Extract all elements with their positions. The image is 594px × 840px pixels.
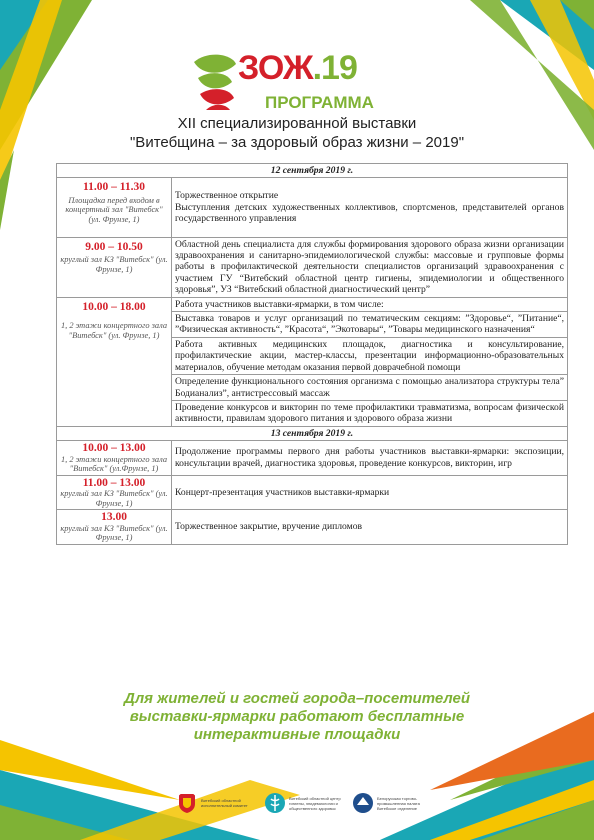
- session-cell: [57, 441, 172, 476]
- table-row: [57, 237, 568, 297]
- subtitle-line-1: XII специализированной выставки: [177, 115, 417, 132]
- bottom-note-line: выставки-ярмарки работают бесплатные: [129, 708, 465, 725]
- logo-year: .19: [312, 49, 357, 87]
- coat-of-arms-icon: [176, 792, 198, 814]
- session-time: 9.00 – 10.50: [85, 240, 143, 253]
- table-row: [57, 441, 568, 476]
- session-location: Площадка перед входом в концертный зал "Витебск" (ул. Фрунзе, 1): [65, 195, 163, 224]
- footer-org-2-name: Витебский областной центр гигиены, эпидемиологии и общественного здоровья: [289, 795, 341, 811]
- session-description: Продолжение программы первого дня работы участников выставки-ярмарки: экспозиции, консультации врачей, диагностика здоровья, проведение конкурсов, викторин, игр: [172, 441, 568, 476]
- schedule-table: [56, 163, 568, 545]
- footer-org-1-name: Витебский областной исполнительный комитет: [201, 798, 248, 808]
- session-description: Концерт-презентация участников выставки-ярмарки: [172, 475, 568, 510]
- leaf-logo-icon: [188, 52, 378, 114]
- description-line: Торжественное открытие: [175, 190, 279, 202]
- session-cell: [57, 475, 172, 510]
- session-cell: [57, 237, 172, 297]
- session-cell: [57, 510, 172, 545]
- footer-logos: [176, 788, 446, 818]
- description-line: Выступления детских художественных коллективов, спортсменов, представителей органов государственного управления: [175, 201, 564, 225]
- table-row: [57, 178, 568, 237]
- session-description: Областной день специалиста для службы формирования здорового образа жизни организации здравоохранения и санитарно-эпидемиологической службы: массовые и групповые формы работы в профилактической деятельности специалистов организаций здравоохранения с участием ГУ “Витебский областной центр гигиены, эпидемиологии и общественного здоровья”, УЗ “Витебский областной диагностический центр”: [172, 237, 568, 297]
- session-time: 13.00: [101, 511, 127, 524]
- session-location: круглый зал КЗ "Витебск" (ул. Фрунзе, 1): [60, 255, 168, 274]
- day-1-date: 12 сентября 2019 г.: [57, 164, 568, 178]
- day-header-row: [57, 426, 568, 440]
- session-time: 10.00 – 13.00: [82, 442, 146, 455]
- session-description: Определение функционального состояния организма с помощью анализатора структуры тела” Бодианализ”, антистрессовый массаж: [172, 375, 568, 401]
- session-time: 11.00 – 13.00: [82, 476, 146, 489]
- session-description: Работа участников выставки-ярмарки, в том числе:: [172, 297, 568, 311]
- footer-org-1: [176, 788, 253, 818]
- table-row: [57, 297, 568, 311]
- footer-org-2: [264, 788, 341, 818]
- session-description: Проведение конкурсов и викторин по теме профилактики травматизма, вопросам физической активности, правилам здорового питания и здорового образа жизни: [172, 400, 568, 426]
- bottom-note: [0, 690, 594, 744]
- bottom-note-line: интерактивные площадки: [193, 726, 401, 743]
- session-cell: [57, 297, 172, 426]
- day-2-date: 13 сентября 2019 г.: [57, 426, 568, 440]
- session-time: 11.00 – 11.30: [83, 181, 145, 194]
- bottom-note-line: Для жителей и гостей города–посетителей: [123, 690, 470, 707]
- program-title: ПРОГРАММА: [265, 93, 374, 112]
- session-location: 1, 2 этажи концертного зала "Витебск" (ул.Фрунзе, 1): [60, 454, 168, 474]
- table-row: [57, 475, 568, 510]
- session-cell: [57, 178, 172, 237]
- session-location: 1, 2 этажи концертного зала "Витебск" (ул. Фрунзе, 1): [60, 321, 168, 340]
- chamber-logo-icon: [352, 792, 374, 814]
- session-description: Выставка товаров и услуг организаций по тематическим секциям: ”Здоровье“, ”Питание“, ”Физическая активность“, ”Красота“, ”Экотовары“, ”Товары медицинского назначения“: [172, 312, 568, 338]
- day-header-row: [57, 164, 568, 178]
- table-row: [57, 510, 568, 545]
- caduceus-icon: [264, 792, 286, 814]
- session-time: 10.00 – 18.00: [82, 300, 146, 313]
- session-description: Торжественное закрытие, вручение дипломов: [172, 510, 568, 545]
- session-description: Работа активных медицинских площадок, диагностика и консультирование, профилактические акции, мастер-классы, презентации информационно-образовательных материалов, обучение методам оказания первой доврачебной помощи: [172, 337, 568, 374]
- session-location: круглый зал КЗ "Витебск" (ул. Фрунзе, 1): [60, 489, 168, 508]
- footer-org-3-name: Белорусская торгово-промышленная палата Витебское отделение: [377, 795, 420, 811]
- footer-org-3: [352, 788, 429, 818]
- subtitle-line-2: "Витебщина – за здоровый образ жизни – 2019": [129, 134, 465, 151]
- session-location: круглый зал КЗ "Витебск" (ул. Фрунзе, 1): [60, 523, 168, 543]
- logo-text: ЗОЖ.19: [238, 49, 357, 87]
- session-description: [172, 178, 568, 237]
